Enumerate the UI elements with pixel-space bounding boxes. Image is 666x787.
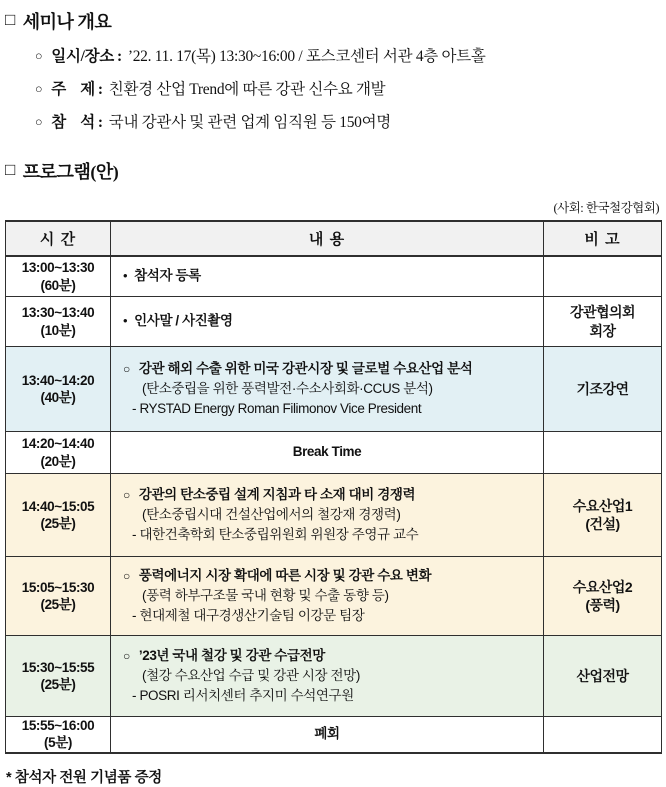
note-cell <box>544 347 662 432</box>
content-cell <box>111 557 544 636</box>
note-cell <box>544 717 662 753</box>
content-line <box>111 566 543 586</box>
circle-bullet-icon: ○ <box>35 115 43 129</box>
info-item-attendees <box>35 110 661 132</box>
time-range: 15:30~15:55 <box>21 659 95 675</box>
note-cell <box>544 256 662 297</box>
header-time: 시 간 <box>6 221 111 256</box>
note-line: 수요산업2 <box>572 578 633 595</box>
time-duration: (10분) <box>40 322 76 338</box>
program-title-text: 프로그램(안) <box>22 162 119 182</box>
info-label: 일시/장소 <box>51 48 114 65</box>
seminar-overview-title <box>5 8 661 34</box>
content-line <box>111 666 543 686</box>
info-colon: : <box>97 114 103 131</box>
header-note: 비 고 <box>544 221 662 256</box>
content-text: - RYSTAD Energy Roman Filimonov Vice President <box>132 401 422 417</box>
note-line: 산업전망 <box>576 667 629 684</box>
time-duration: (25분) <box>40 597 76 612</box>
footnote: * 참석자 전원 기념품 증정 <box>6 769 162 786</box>
note-cell <box>544 297 662 347</box>
circle-bullet-icon: ○ <box>123 648 130 663</box>
table-header-row <box>6 221 662 256</box>
content-line <box>111 586 543 606</box>
table-row <box>6 717 662 753</box>
program-table <box>5 220 662 754</box>
content-text: 강관의 탄소중립 설계 지침과 타 소재 대비 경쟁력 <box>138 486 416 502</box>
info-value: 국내 강관사 및 관련 업계 임직원 등 150여명 <box>108 114 391 131</box>
info-label: 주 제 <box>51 81 95 98</box>
content-cell <box>111 474 544 557</box>
content-line <box>111 399 543 419</box>
content-text: ’23년 국내 철강 및 강관 수급전망 <box>138 647 325 663</box>
content-line <box>111 724 543 744</box>
table-row <box>6 474 662 557</box>
note-cell <box>544 636 662 717</box>
content-text: 참석자 등록 <box>134 268 201 284</box>
table-row <box>6 347 662 432</box>
time-cell <box>6 557 111 636</box>
checkbox-square-icon: □ <box>5 160 15 179</box>
note-line: 강관협의회 <box>569 304 636 321</box>
note-line: (건설) <box>585 516 620 532</box>
content-line <box>111 525 543 545</box>
time-cell <box>6 297 111 347</box>
time-cell <box>6 474 111 557</box>
time-cell <box>6 636 111 717</box>
time-range: 14:20~14:40 <box>21 436 95 452</box>
content-text: - 대한건축학회 탄소중립위원회 위원장 주영규 교수 <box>132 527 419 543</box>
content-text: (풍력 하부구조물 국내 현황 및 수출 동향 등) <box>142 587 389 603</box>
header-content: 내 용 <box>111 221 544 256</box>
dot-bullet-icon: • <box>123 313 128 329</box>
program-table-body <box>6 256 662 753</box>
info-value: ’22. 11. 17(목) 13:30~16:00 / 포스코센터 서관 4층 아트홀 <box>127 48 486 65</box>
time-cell <box>6 717 111 753</box>
table-row <box>6 297 662 347</box>
info-label: 참 석 <box>51 114 95 131</box>
note-cell <box>544 557 662 636</box>
time-duration: (25분) <box>40 516 76 531</box>
dot-bullet-icon: • <box>123 268 128 284</box>
time-cell <box>6 256 111 297</box>
time-range: 13:00~13:30 <box>21 260 95 276</box>
time-cell <box>6 432 111 474</box>
content-line <box>111 505 543 525</box>
content-text: (철강 수요산업 수급 및 강관 시장 전망) <box>142 667 360 683</box>
table-row <box>6 636 662 717</box>
content-line <box>111 359 543 379</box>
circle-bullet-icon: ○ <box>35 49 43 63</box>
time-range: 15:05~15:30 <box>21 579 95 595</box>
program-title <box>5 158 661 184</box>
time-duration: (20분) <box>40 453 76 469</box>
content-cell <box>111 297 544 347</box>
time-duration: (5분) <box>44 735 72 751</box>
content-text: Break Time <box>292 444 362 460</box>
content-line <box>111 606 543 626</box>
content-text: (탄소중립을 위한 풍력발전·수소사회화·CCUS 분석) <box>142 380 433 396</box>
content-text: - POSRI 리서치센터 추지미 수석연구원 <box>132 688 354 704</box>
content-line <box>111 485 543 505</box>
content-cell <box>111 256 544 297</box>
info-value: 친환경 산업 Trend에 따른 강관 신수요 개발 <box>108 81 386 98</box>
content-line <box>111 266 543 286</box>
table-row <box>6 432 662 474</box>
note-line: 기조강연 <box>576 380 629 397</box>
content-text: 폐회 <box>314 726 340 742</box>
table-row <box>6 256 662 297</box>
time-duration: (25분) <box>40 677 76 692</box>
content-line <box>111 442 543 462</box>
note-line: (풍력) <box>585 597 620 613</box>
note-line: 회장 <box>589 322 616 339</box>
host-note: (사회: 한국철강협회) <box>553 201 659 215</box>
content-cell <box>111 636 544 717</box>
time-duration: (60분) <box>40 277 76 293</box>
info-colon: : <box>97 81 103 98</box>
content-line <box>111 686 543 706</box>
content-line <box>111 379 543 399</box>
note-cell <box>544 432 662 474</box>
content-text: 강관 해외 수출 위한 미국 강관시장 및 글로벌 수요산업 분석 <box>138 360 473 376</box>
seminar-overview-title-text: 세미나 개요 <box>22 12 112 32</box>
circle-bullet-icon: ○ <box>123 568 130 583</box>
content-text: (탄소중립시대 건설산업에서의 철강재 경쟁력) <box>142 506 401 522</box>
time-cell <box>6 347 111 432</box>
seminar-info-list <box>35 44 661 132</box>
time-range: 13:40~14:20 <box>21 372 95 388</box>
time-range: 15:55~16:00 <box>21 718 95 733</box>
content-cell <box>111 432 544 474</box>
time-range: 13:30~13:40 <box>21 305 95 321</box>
circle-bullet-icon: ○ <box>123 361 130 376</box>
content-line <box>111 646 543 666</box>
note-line: 수요산업1 <box>572 497 633 514</box>
content-text: - 현대제철 대구경생산기술팀 이강문 팀장 <box>132 608 365 624</box>
info-colon: : <box>116 48 122 65</box>
info-item-datetime <box>35 44 661 66</box>
checkbox-square-icon: □ <box>5 10 15 29</box>
content-text: 인사말 / 사진촬영 <box>134 313 233 329</box>
info-item-topic <box>35 77 661 99</box>
content-line <box>111 311 543 331</box>
content-cell <box>111 347 544 432</box>
time-duration: (40분) <box>40 390 76 405</box>
content-text: 풍력에너지 시장 확대에 따른 시장 및 강관 수요 변화 <box>138 567 432 583</box>
content-cell <box>111 717 544 753</box>
table-row <box>6 557 662 636</box>
note-cell <box>544 474 662 557</box>
time-range: 14:40~15:05 <box>21 498 95 514</box>
circle-bullet-icon: ○ <box>35 82 43 96</box>
circle-bullet-icon: ○ <box>123 487 130 502</box>
